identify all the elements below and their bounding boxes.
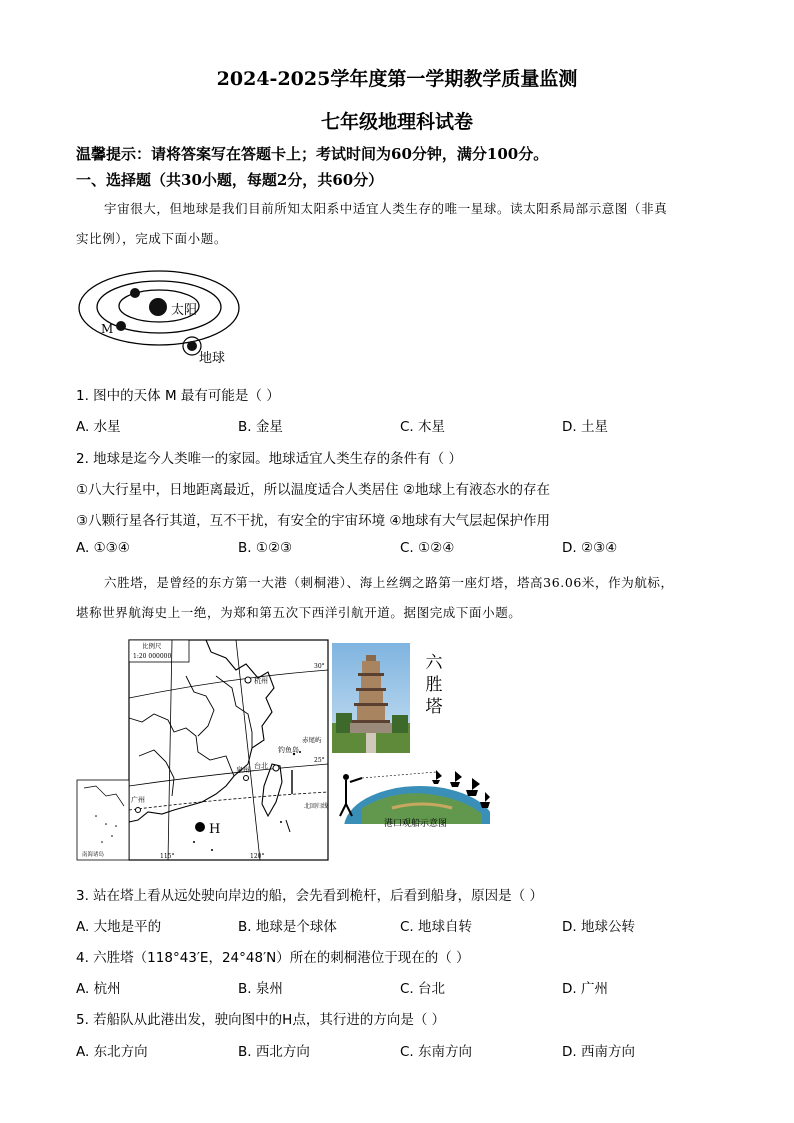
- harbor-caption: 港口观船示意图: [384, 819, 448, 829]
- q5-option-a[interactable]: A. 东北方向: [76, 1044, 148, 1060]
- city-guangzhou: 广州: [131, 796, 145, 804]
- pagoda-photo: [332, 643, 410, 753]
- q2-stem: 2. 地球是迄今人类唯一的家园。地球适宜人类生存的条件有（ ）: [76, 451, 462, 467]
- south-sea-inset: [77, 780, 129, 860]
- q1-stem: 1. 图中的天体 M 最有可能是（ ）: [76, 388, 280, 404]
- lat-25: 25°: [314, 757, 325, 764]
- intro1-line1: 宇宙很大，但地球是我们目前所知太阳系中适宜人类生存的唯一星球。读太阳系局部示意图（非真: [104, 201, 668, 216]
- sun-icon: [149, 298, 167, 316]
- q3-option-b[interactable]: B. 地球是个球体: [238, 919, 337, 935]
- q5-option-b[interactable]: B. 西北方向: [238, 1044, 310, 1060]
- sun-label: 太阳: [171, 303, 198, 318]
- city-hangzhou: 杭州: [254, 677, 268, 685]
- solar-system-figure: [76, 264, 246, 370]
- section-heading: 一、选择题（共30小题，每题2分，共60分）: [76, 171, 384, 189]
- q1-option-c[interactable]: C. 木星: [400, 419, 446, 435]
- q5-stem: 5. 若船队从此港出发，驶向图中的H点，其行进的方向是（ ）: [76, 1012, 446, 1028]
- q1-option-a[interactable]: A. 水星: [76, 419, 121, 435]
- q5-option-d[interactable]: D. 西南方向: [562, 1044, 635, 1060]
- q4-option-d[interactable]: D. 广州: [562, 981, 608, 997]
- q2-line1: ①八大行星中，日地距离最近，所以温度适合人类居住 ②地球上有液态水的存在: [76, 482, 550, 498]
- q4-stem: 4. 六胜塔（118°43′E，24°48′N）所在的刺桐港位于现在的（ ）: [76, 950, 470, 966]
- fujian-map-figure: [76, 636, 332, 862]
- lon-115: 115°: [160, 853, 175, 860]
- point-h-icon: [195, 822, 205, 832]
- planet-m-icon: [116, 321, 126, 331]
- lon-120: 120°: [250, 853, 265, 860]
- q3-option-a[interactable]: A. 大地是平的: [76, 919, 162, 935]
- city-quanzhou: 泉州: [236, 766, 250, 774]
- intro1-line2: 实比例），完成下面小题。: [76, 231, 227, 246]
- tower-label: 六胜塔: [425, 653, 443, 717]
- q4-option-b[interactable]: B. 泉州: [238, 981, 283, 997]
- tropic-label: 北回归线: [304, 803, 329, 810]
- earth-label: 地球: [199, 351, 226, 366]
- q3-option-c[interactable]: C. 地球自转: [400, 919, 473, 935]
- scale-value: 1:20 000000: [133, 653, 172, 660]
- m-label: M: [101, 322, 114, 336]
- q2-option-d[interactable]: D. ②③④: [562, 540, 618, 556]
- city-hangzhou-icon: [245, 677, 251, 683]
- point-h-label: H: [209, 822, 221, 837]
- inset-label: 南海诸岛: [82, 852, 105, 858]
- q5-option-c[interactable]: C. 东南方向: [400, 1044, 473, 1060]
- exam-title: 2024-2025学年度第一学期教学质量监测: [216, 68, 578, 90]
- q1-option-d[interactable]: D. 土星: [562, 419, 608, 435]
- intro2-line1: 六胜塔，是曾经的东方第一大港（刺桐港）、海上丝绸之路第一座灯塔，塔高36.06米，作为航标，: [104, 575, 674, 590]
- intro2-line2: 堪称世界航海史上一绝，为郑和第五次下西洋引航开道。据图完成下面小题。: [76, 605, 522, 620]
- q4-option-c[interactable]: C. 台北: [400, 981, 446, 997]
- q4-option-a[interactable]: A. 杭州: [76, 981, 121, 997]
- island-chiwei: 赤尾屿: [302, 736, 322, 744]
- lat-30: 30°: [314, 663, 325, 670]
- planet-dot-icon: [130, 288, 140, 298]
- exam-tip: 温馨提示：请将答案写在答题卡上；考试时间为60分钟，满分100分。: [76, 145, 549, 163]
- exam-subtitle: 七年级地理科试卷: [320, 111, 473, 133]
- city-taibei: 台北: [254, 762, 268, 770]
- q2-line2: ③八颗行星各行其道，互不干扰，有安全的宇宙环境 ④地球有大气层起保护作用: [76, 513, 550, 529]
- scale-title: 比例尺: [142, 642, 162, 650]
- q3-stem: 3. 站在塔上看从远处驶向岸边的船，会先看到桅杆，后看到船身，原因是（ ）: [76, 888, 543, 904]
- q3-option-d[interactable]: D. 地球公转: [562, 919, 635, 935]
- q2-option-b[interactable]: B. ①②③: [238, 540, 293, 556]
- q2-option-c[interactable]: C. ①②④: [400, 540, 455, 556]
- island-diaoyu: 钓鱼岛: [278, 746, 299, 754]
- q2-option-a[interactable]: A. ①③④: [76, 540, 130, 556]
- q1-option-b[interactable]: B. 金星: [238, 419, 283, 435]
- earth-icon: [187, 341, 197, 351]
